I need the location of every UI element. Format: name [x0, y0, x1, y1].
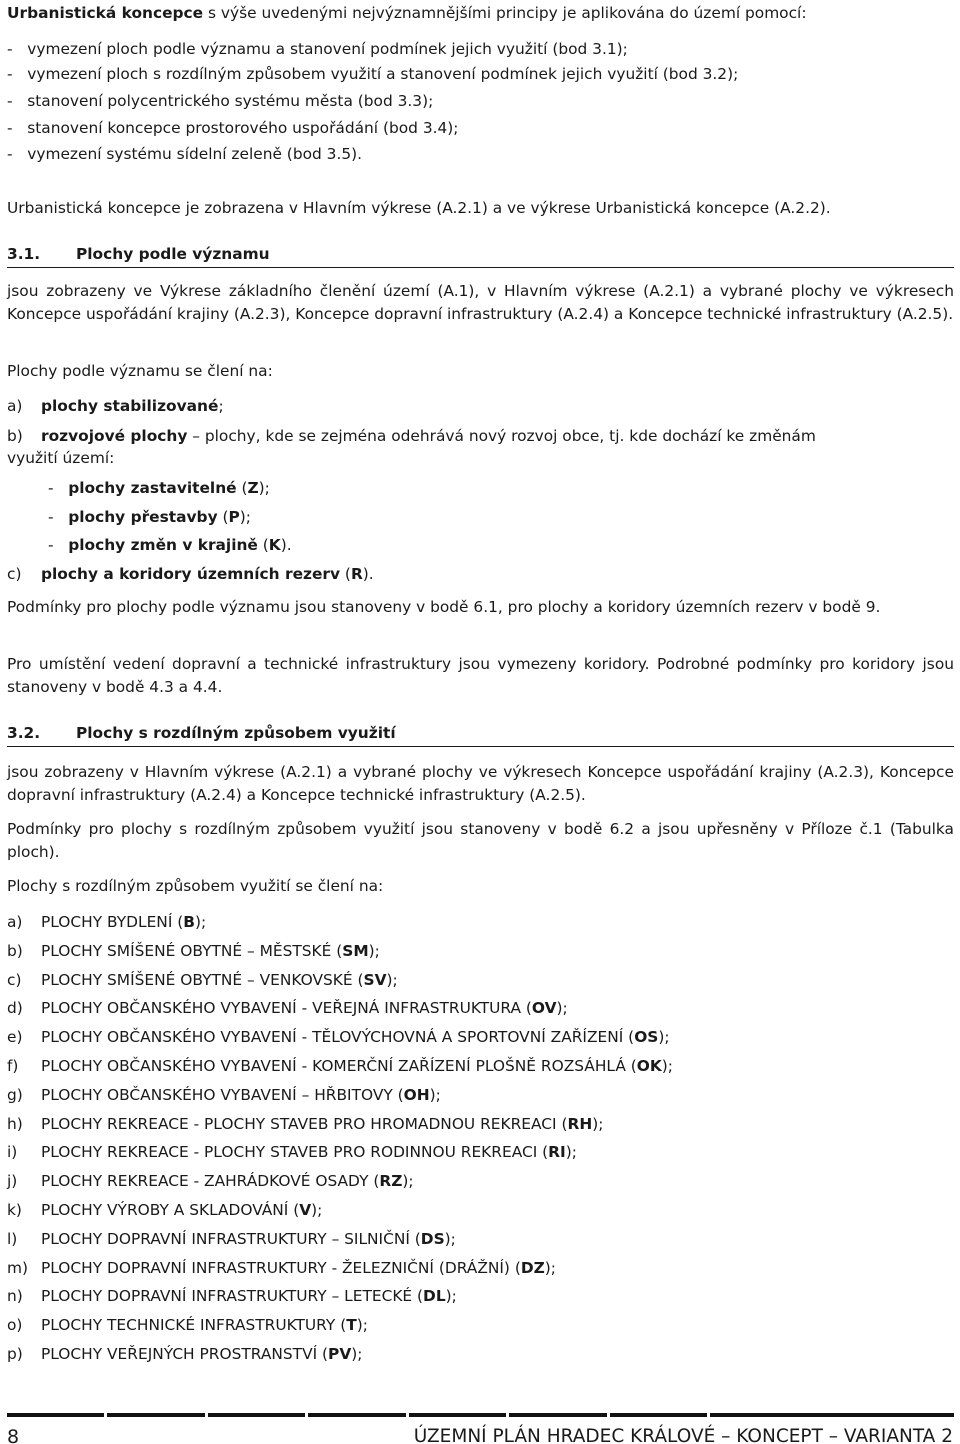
area-item: PLOCHY OBČANSKÉHO VYBAVENÍ - TĚLOVÝCHOVNÁ A SPORTOVNÍ ZAŘÍZENÍ (OS); [41, 1028, 670, 1046]
section-title: Plochy s rozdílným způsobem využití [76, 724, 396, 742]
area-item-code: SV [363, 971, 387, 989]
area-item-label: m) [7, 1259, 28, 1277]
area-item-text: PLOCHY DOPRAVNÍ INFRASTRUKTURY – LETECKÉ [41, 1287, 413, 1305]
area-item: PLOCHY REKREACE - ZAHRÁDKOVÉ OSADY (RZ); [41, 1172, 414, 1190]
area-item-label: h) [7, 1115, 23, 1133]
area-item-code: V [299, 1201, 312, 1219]
document-title: ÚZEMNÍ PLÁN HRADEC KRÁLOVÉ – KONCEPT – VARIANTA 2 [413, 1426, 953, 1444]
intro-bold-term: Urbanistická koncepce [7, 4, 204, 22]
area-item-text: PLOCHY DOPRAVNÍ INFRASTRUKTURY - ŽELEZNIČNÍ (DRÁŽNÍ) [41, 1259, 510, 1277]
section31-description: jsou zobrazeny ve Výkrese základního členění území (A.1), v Hlavním výkrese (A.2.1) a vybrané plochy ve výkresech Koncepce uspořádání krajiny (A.2.3), Koncepce dopravní infrastruktury (A.2.4) a Koncepce technické infrastruktury (A.2.5). [7, 282, 954, 323]
section32-conditions: Podmínky pro plochy s rozdílným způsobem využití jsou stanoveny v bodě 6.2 a jsou upřesněny v Příloze č.1 (Tabulka ploch). [7, 820, 954, 861]
area-item-text: PLOCHY DOPRAVNÍ INFRASTRUKTURY – SILNIČNÍ [41, 1230, 410, 1248]
item-development: rozvojové plochy – plochy, kde se zejména odehrává nový rozvoj obce, tj. kde dochází ke změnám [41, 427, 816, 445]
section31-conditions: Podmínky pro plochy podle významu jsou stanoveny v bodě 6.1, pro plochy a koridory územních rezerv v bodě 9. [7, 598, 881, 616]
item-label: a) [7, 397, 23, 415]
area-item-code: RZ [379, 1172, 403, 1190]
area-item-label: i) [7, 1143, 18, 1161]
list-item: - stanovení polycentrického systému města (bod 3.3); [7, 92, 434, 110]
sub-item: - plochy přestavby (P); [48, 508, 251, 526]
area-item: PLOCHY TECHNICKÉ INFRASTRUKTURY (T); [41, 1316, 368, 1334]
area-item-text: PLOCHY VEŘEJNÝCH PROSTRANSTVÍ [41, 1345, 318, 1363]
area-item-text: PLOCHY REKREACE - PLOCHY STAVEB PRO RODINNOU REKREACI [41, 1143, 538, 1161]
list-item: - vymezení systému sídelní zeleně (bod 3.5). [7, 145, 363, 163]
area-item-label: b) [7, 942, 23, 960]
area-item-label: j) [7, 1172, 18, 1190]
division-intro: Plochy s rozdílným způsobem využití se člení na: [7, 877, 384, 895]
area-item-text: PLOCHY OBČANSKÉHO VYBAVENÍ - TĚLOVÝCHOVNÁ A SPORTOVNÍ ZAŘÍZENÍ [41, 1028, 624, 1046]
area-item-label: g) [7, 1086, 23, 1104]
area-item-label: d) [7, 999, 23, 1017]
display-note: Urbanistická koncepce je zobrazena v Hlavním výkrese (A.2.1) a ve výkrese Urbanistická koncepce (A.2.2). [7, 199, 831, 217]
area-item-code: T [346, 1316, 357, 1334]
intro-text: s výše uvedenými nejvýznamnějšími principy je aplikována do území pomocí: [203, 4, 807, 22]
footer-rule [7, 1413, 954, 1417]
area-item: PLOCHY OBČANSKÉHO VYBAVENÍ – HŘBITOVY (OH); [41, 1086, 441, 1104]
item-label: b) [7, 427, 23, 445]
sub-item: - plochy zastavitelné (Z); [48, 479, 270, 497]
section-title: Plochy podle významu [76, 245, 270, 263]
area-item-label: f) [7, 1057, 19, 1075]
area-item-label: e) [7, 1028, 23, 1046]
area-item-label: k) [7, 1201, 22, 1219]
section-rule [7, 746, 954, 747]
area-item-label: p) [7, 1345, 23, 1363]
area-item-label: c) [7, 971, 22, 989]
list-item: - vymezení ploch podle významu a stanovení podmínek jejich využití (bod 3.1); [7, 40, 628, 58]
area-item: PLOCHY DOPRAVNÍ INFRASTRUKTURY - ŽELEZNIČNÍ (DRÁŽNÍ) (DZ); [41, 1259, 556, 1277]
area-item-code: OV [531, 999, 557, 1017]
area-item-text: PLOCHY OBČANSKÉHO VYBAVENÍ - VEŘEJNÁ INFRASTRUKTURA [41, 999, 522, 1017]
list-item: - stanovení koncepce prostorového uspořádání (bod 3.4); [7, 119, 459, 137]
area-item-code: RI [548, 1143, 566, 1161]
area-item: PLOCHY OBČANSKÉHO VYBAVENÍ - KOMERČNÍ ZAŘÍZENÍ PLOŠNĚ ROZSÁHLÁ (OK); [41, 1057, 673, 1075]
area-item-code: DZ [520, 1259, 545, 1277]
area-item: PLOCHY SMÍŠENÉ OBYTNÉ – VENKOVSKÉ (SV); [41, 971, 398, 989]
section-number: 3.1. [7, 245, 41, 263]
area-item-code: OK [636, 1057, 662, 1075]
area-item-text: PLOCHY REKREACE - ZAHRÁDKOVÉ OSADY [41, 1172, 369, 1190]
section31-corridors: Pro umístění vedení dopravní a technické infrastruktury jsou vymezeny koridory. Podrobné podmínky pro koridory jsou stanoveny v bodě 4.3 a 4.4. [7, 655, 954, 696]
item-development-continuation: využití území: [7, 449, 115, 467]
area-item-code: PV [328, 1345, 352, 1363]
item-label: c) [7, 565, 22, 583]
area-item-code: DL [423, 1287, 446, 1305]
area-item-text: PLOCHY REKREACE - PLOCHY STAVEB PRO HROMADNOU REKREACI [41, 1115, 557, 1133]
area-item-text: PLOCHY SMÍŠENÉ OBYTNÉ – MĚSTSKÉ [41, 942, 332, 960]
area-item-code: SM [342, 942, 369, 960]
area-item: PLOCHY SMÍŠENÉ OBYTNÉ – MĚSTSKÉ (SM); [41, 942, 380, 960]
area-item: PLOCHY DOPRAVNÍ INFRASTRUKTURY – SILNIČNÍ (DS); [41, 1230, 456, 1248]
division-intro: Plochy podle významu se člení na: [7, 362, 273, 380]
section-rule [7, 267, 954, 268]
area-item: PLOCHY OBČANSKÉHO VYBAVENÍ - VEŘEJNÁ INFRASTRUKTURA (OV); [41, 999, 568, 1017]
area-item: PLOCHY REKREACE - PLOCHY STAVEB PRO HROMADNOU REKREACI (RH); [41, 1115, 604, 1133]
area-item-code: OS [634, 1028, 659, 1046]
area-item: PLOCHY VÝROBY A SKLADOVÁNÍ (V); [41, 1201, 323, 1219]
area-item-text: PLOCHY VÝROBY A SKLADOVÁNÍ [41, 1201, 289, 1219]
intro-paragraph [7, 3, 807, 23]
area-item: PLOCHY VEŘEJNÝCH PROSTRANSTVÍ (PV); [41, 1345, 363, 1363]
section32-description: jsou zobrazeny v Hlavním výkrese (A.2.1) a vybrané plochy ve výkresech Koncepce uspořádání krajiny (A.2.3), Koncepce dopravní infrastruktury (A.2.4) a Koncepce technické infrastruktury (A.2.5). [7, 763, 954, 804]
area-item-code: RH [567, 1115, 593, 1133]
area-item-code: OH [403, 1086, 430, 1104]
page-number: 8 [7, 1426, 20, 1444]
area-item: PLOCHY REKREACE - PLOCHY STAVEB PRO RODINNOU REKREACI (RI); [41, 1143, 577, 1161]
area-item-code: B [183, 913, 195, 931]
item-reserves: plochy a koridory územních rezerv (R). [41, 565, 374, 583]
area-item-text: PLOCHY TECHNICKÉ INFRASTRUKTURY [41, 1316, 336, 1334]
area-item-text: PLOCHY OBČANSKÉHO VYBAVENÍ - KOMERČNÍ ZAŘÍZENÍ PLOŠNĚ ROZSÁHLÁ [41, 1057, 626, 1075]
area-item: PLOCHY DOPRAVNÍ INFRASTRUKTURY – LETECKÉ (DL); [41, 1287, 457, 1305]
item-stabilized: plochy stabilizované; [41, 397, 224, 415]
area-item-text: PLOCHY BYDLENÍ [41, 913, 173, 931]
area-item-code: DS [420, 1230, 445, 1248]
area-item-text: PLOCHY SMÍŠENÉ OBYTNÉ – VENKOVSKÉ [41, 971, 353, 989]
area-item-text: PLOCHY OBČANSKÉHO VYBAVENÍ – HŘBITOVY [41, 1086, 393, 1104]
area-item-label: n) [7, 1287, 23, 1305]
area-item: PLOCHY BYDLENÍ (B); [41, 913, 207, 931]
area-item-label: l) [7, 1230, 18, 1248]
section-number: 3.2. [7, 724, 41, 742]
sub-item: - plochy změn v krajině (K). [48, 536, 292, 554]
area-item-label: a) [7, 913, 23, 931]
list-item: - vymezení ploch s rozdílným způsobem využití a stanovení podmínek jejich využití (bod 3.2); [7, 65, 739, 83]
area-item-label: o) [7, 1316, 23, 1334]
